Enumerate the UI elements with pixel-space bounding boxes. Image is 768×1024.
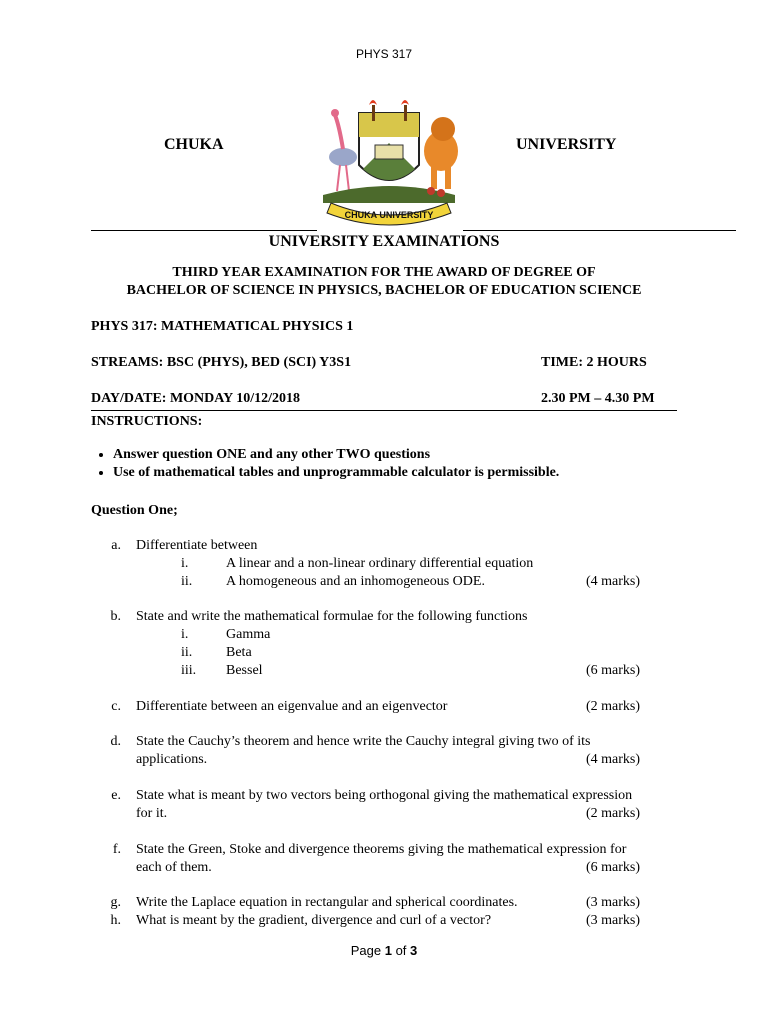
question-b-sub-ii-num: ii. [181,645,193,660]
question-f-text-line-2: each of them. [136,860,212,875]
question-b-text: State and write the mathematical formulae for the following functions [136,609,528,624]
exam-date: DAY/DATE: MONDAY 10/12/2018 [91,391,300,406]
question-d-text-line-2: applications. [136,752,208,767]
question-e-text-line-2: for it. [136,806,168,821]
question-g-marks: (3 marks) [586,895,641,910]
instructions-list [91,446,559,482]
details-rule [91,410,677,411]
question-b-label: b. [110,609,121,624]
question-a-sub-i-text: A linear and a non-linear ordinary differential equation [226,556,534,571]
question-b-sub-i-text: Gamma [226,627,271,642]
footer-page-word: Page [350,943,382,958]
instructions-heading: INSTRUCTIONS: [91,414,203,429]
question-c-label: c. [111,699,121,714]
logo-ribbon-text: CHUKA UNIVERSITY [344,210,434,220]
question-g-label: g. [110,895,121,910]
course-title: PHYS 317: MATHEMATICAL PHYSICS 1 [91,319,354,334]
footer-page-number: 1 [384,943,392,958]
question-a-sub-ii-text: A homogeneous and an inhomogeneous ODE. [226,574,485,589]
question-b-marks: (6 marks) [586,663,641,678]
question-e-marks: (2 marks) [586,806,641,821]
question-b-sub-iii-num: iii. [181,663,197,678]
question-d-text-line-1: State the Cauchy’s theorem and hence write the Cauchy integral giving two of its [136,734,591,749]
question-a-text: Differentiate between [136,538,258,553]
question-b-sub-i-num: i. [181,627,189,642]
footer-of-word: of [395,943,407,958]
instruction-item: • Use of mathematical tables and unprogrammable calculator is permissible. [113,464,559,482]
question-b-sub-iii-text: Bessel [226,663,263,678]
question-c-marks: (2 marks) [586,699,641,714]
question-e-label: e. [111,788,121,803]
question-g-text: Write the Laplace equation in rectangular and spherical coordinates. [136,895,518,910]
exam-subtitle-line-1: THIRD YEAR EXAMINATION FOR THE AWARD OF DEGREE OF [172,265,596,280]
university-crest-logo [313,95,465,227]
header-rule-left [91,230,317,231]
question-heading: Question One; [91,503,178,518]
header-rule-right [463,230,736,231]
question-f-text-line-1: State the Green, Stoke and divergence theorems giving the mathematical expression for [136,842,627,857]
letterhead-left: CHUKA [164,136,224,153]
exam-hours: 2.30 PM – 4.30 PM [541,391,655,406]
page-footer [0,943,768,958]
footer-page-total: 3 [410,943,418,958]
question-a-marks: (4 marks) [586,574,641,589]
question-f-label: f. [112,842,121,857]
question-a-sub-i-num: i. [181,556,189,571]
page-header: PHYS 317 [355,47,413,61]
question-a-sub-ii-num: ii. [181,574,193,589]
question-a-label: a. [111,538,121,553]
letterhead-right: UNIVERSITY [516,136,617,153]
question-f-marks: (6 marks) [586,860,641,875]
question-b-sub-ii-text: Beta [226,645,252,660]
instruction-item: • Answer question ONE and any other TWO questions [113,446,559,464]
question-h-marks: (3 marks) [586,913,641,928]
question-d-label: d. [110,734,121,749]
question-c-text: Differentiate between an eigenvalue and an eigenvector [136,699,448,714]
question-d-marks: (4 marks) [586,752,641,767]
exam-subtitle-line-2: BACHELOR OF SCIENCE IN PHYSICS, BACHELOR OF EDUCATION SCIENCE [126,283,642,298]
question-h-label: h. [110,913,121,928]
exam-title: UNIVERSITY EXAMINATIONS [268,233,500,250]
streams: STREAMS: BSC (PHYS), BED (SCI) Y3S1 [91,355,352,370]
question-h-text: What is meant by the gradient, divergence and curl of a vector? [136,913,492,928]
exam-time: TIME: 2 HOURS [541,355,647,370]
question-e-text-line-1: State what is meant by two vectors being orthogonal giving the mathematical expression [136,788,633,803]
